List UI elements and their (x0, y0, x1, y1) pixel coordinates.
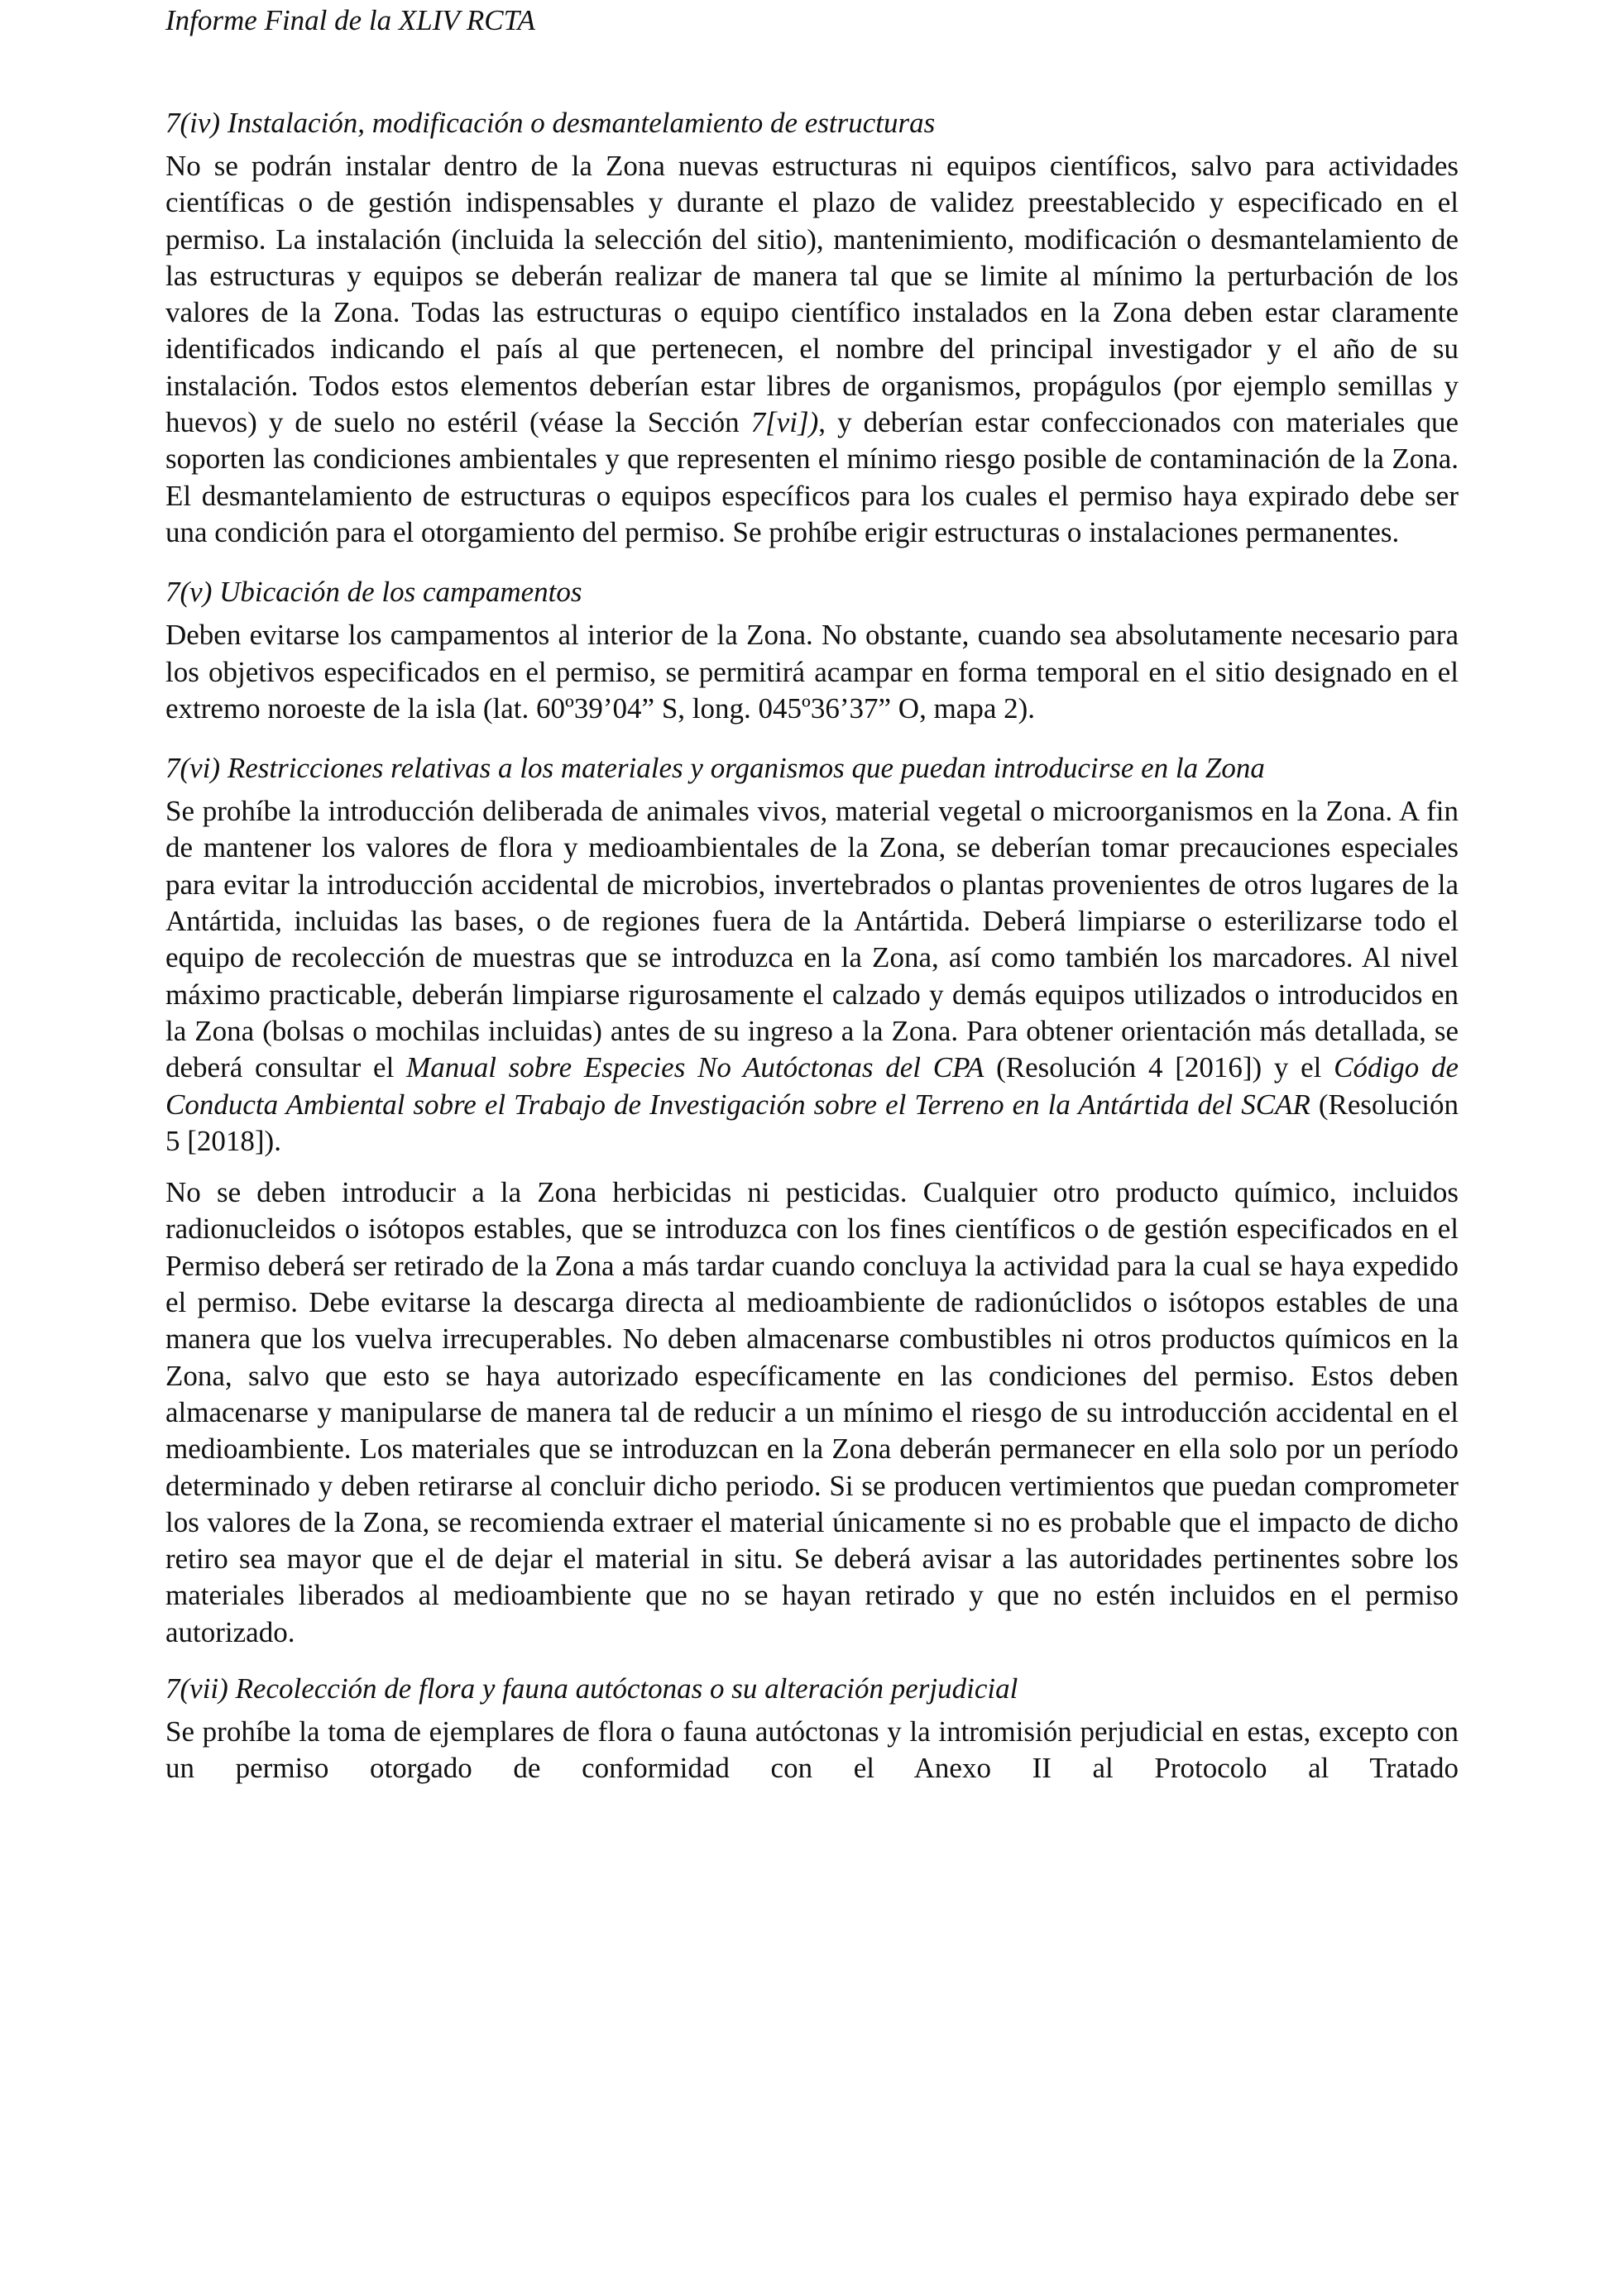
paragraph-7vi-2: No se deben introducir a la Zona herbicidas ni pesticidas. Cualquier otro producto químico, incluidos radionucleidos o isótopos estables, que se introduzca con los fines científicos o de gestión especificados en el Permiso deberá ser retirado de la Zona a más tardar cuando concluya la actividad para la cual se haya expedido el permiso. Debe evitarse la descarga directa al medioambiente de radionúclidos o isótopos estables de una manera que los vuelva irrecuperables. No deben almacenarse combustibles ni otros productos químicos en la Zona, salvo que esto se haya autorizado específicamente en las condiciones del permiso. Estos deben almacenarse y manipularse de manera tal de reducir a un mínimo el riesgo de su introducción accidental en el medioambiente. Los materiales que se introduzcan en la Zona deberán permanecer en ella solo por un período determinado y deben retirarse al concluir dicho periodo. Si se producen vertimientos que puedan comprometer los valores de la Zona, se recomienda extraer el material únicamente si no es probable que el impacto de dicho retiro sea mayor que el de dejar el material in situ. Se deberá avisar a las autoridades pertinentes sobre los materiales liberados al medioambiente que no se hayan retirado y que no estén incluidos en el permiso autorizado. (165, 1176, 1459, 1648)
section-title-7vii: 7(vii) Recolección de flora y fauna autóctonas o su alteración perjudicial (165, 1672, 1018, 1705)
paragraph-text: (Resolución 5 [2018]). (165, 1088, 1459, 1157)
paragraph-text: Se prohíbe la introducción deliberada de animales vivos, material vegetal o microorganismos en la Zona. A fin de mantener los valores de flora y medioambientales de la Zona, se deberían tomar precauciones especiales para evitar la introducción accidental de microbios, invertebrados o plantas provenientes de otros lugares de la Antártida, incluidas las bases, o de regiones fuera de la Antártida. Deberá limpiarse o esterilizarse todo el equipo de recolección de muestras que se introduzca en la Zona, así como también los marcadores. Al nivel máximo practicable, deberán limpiarse rigurosamente el calzado y demás equipos utilizados o introducidos en la Zona (bolsas o mochilas incluidas) antes de su ingreso a la Zona. Para obtener orientación más detallada, se deberá consultar el (165, 795, 1459, 1084)
paragraph-text: , y deberían estar confeccionados con materiales que soporten las condiciones ambientales y que representen el mínimo riesgo posible de contaminación de la Zona. El desmantelamiento de estructuras o equipos específicos para los cuales el permiso haya expirado debe ser una condición para el otorgamiento del permiso. Se prohíbe erigir estructuras o instalaciones permanentes. (165, 406, 1459, 548)
paragraph-text: No se podrán instalar dentro de la Zona nuevas estructuras ni equipos científicos, salvo para actividades científicas o de gestión indispensables y durante el plazo de validez preestablecido y especificado en el permiso. La instalación (incluida la selección del sitio), mantenimiento, modificación o desmantelamiento de las estructuras y equipos se deberán realizar de manera tal que se limite al mínimo la perturbación de los valores de la Zona. Todas las estructuras o equipo científico instalados en la Zona deben estar claramente identificados indicando el país al que pertenecen, el nombre del principal investigador y el año de su instalación. Todos estos elementos deberían estar libres de organismos, propágulos (por ejemplo semillas y huevos) y de suelo no estéril (véase la Sección (165, 150, 1459, 439)
document-body (165, 105, 1459, 1810)
paragraph-7vi-1 (165, 793, 1459, 1160)
paragraph-text: (Resolución 4 [2016]) y el (984, 1051, 1334, 1084)
document-title-reference: Código de Conducta Ambiental sobre el Trabajo de Investigación sobre el Terreno en la Antártida del SCAR (165, 1051, 1459, 1121)
section-title-7v: 7(v) Ubicación de los campamentos (165, 576, 582, 609)
paragraph-7vii-1: Se prohíbe la toma de ejemplares de flora o fauna autóctonas y la intromisión perjudicial en estas, excepto con un permiso otorgado de conformidad con el Anexo II al Protocolo al Tratado (165, 1715, 1459, 1785)
paragraph-7v-1: Deben evitarse los campamentos al interior de la Zona. No obstante, cuando sea absolutamente necesario para los objetivos especificados en el permiso, se permitirá acampar en forma temporal en el sitio designado en el extremo noroeste de la isla (lat. 60º39’04” S, long. 045º36’37” O, mapa 2). (165, 619, 1459, 725)
section-reference: 7[vi]) (750, 406, 819, 439)
section-title-7iv: 7(iv) Instalación, modificación o desmantelamiento de estructuras (165, 107, 936, 139)
section-title-7vi: 7(vi) Restricciones relativas a los materiales y organismos que puedan introducirse en la Zona (165, 752, 1265, 785)
document-title-reference: Manual sobre Especies No Autóctonas del CPA (406, 1051, 984, 1084)
paragraph-7iv-1 (165, 148, 1459, 551)
page-header: Informe Final de la XLIV RCTA (165, 4, 535, 36)
